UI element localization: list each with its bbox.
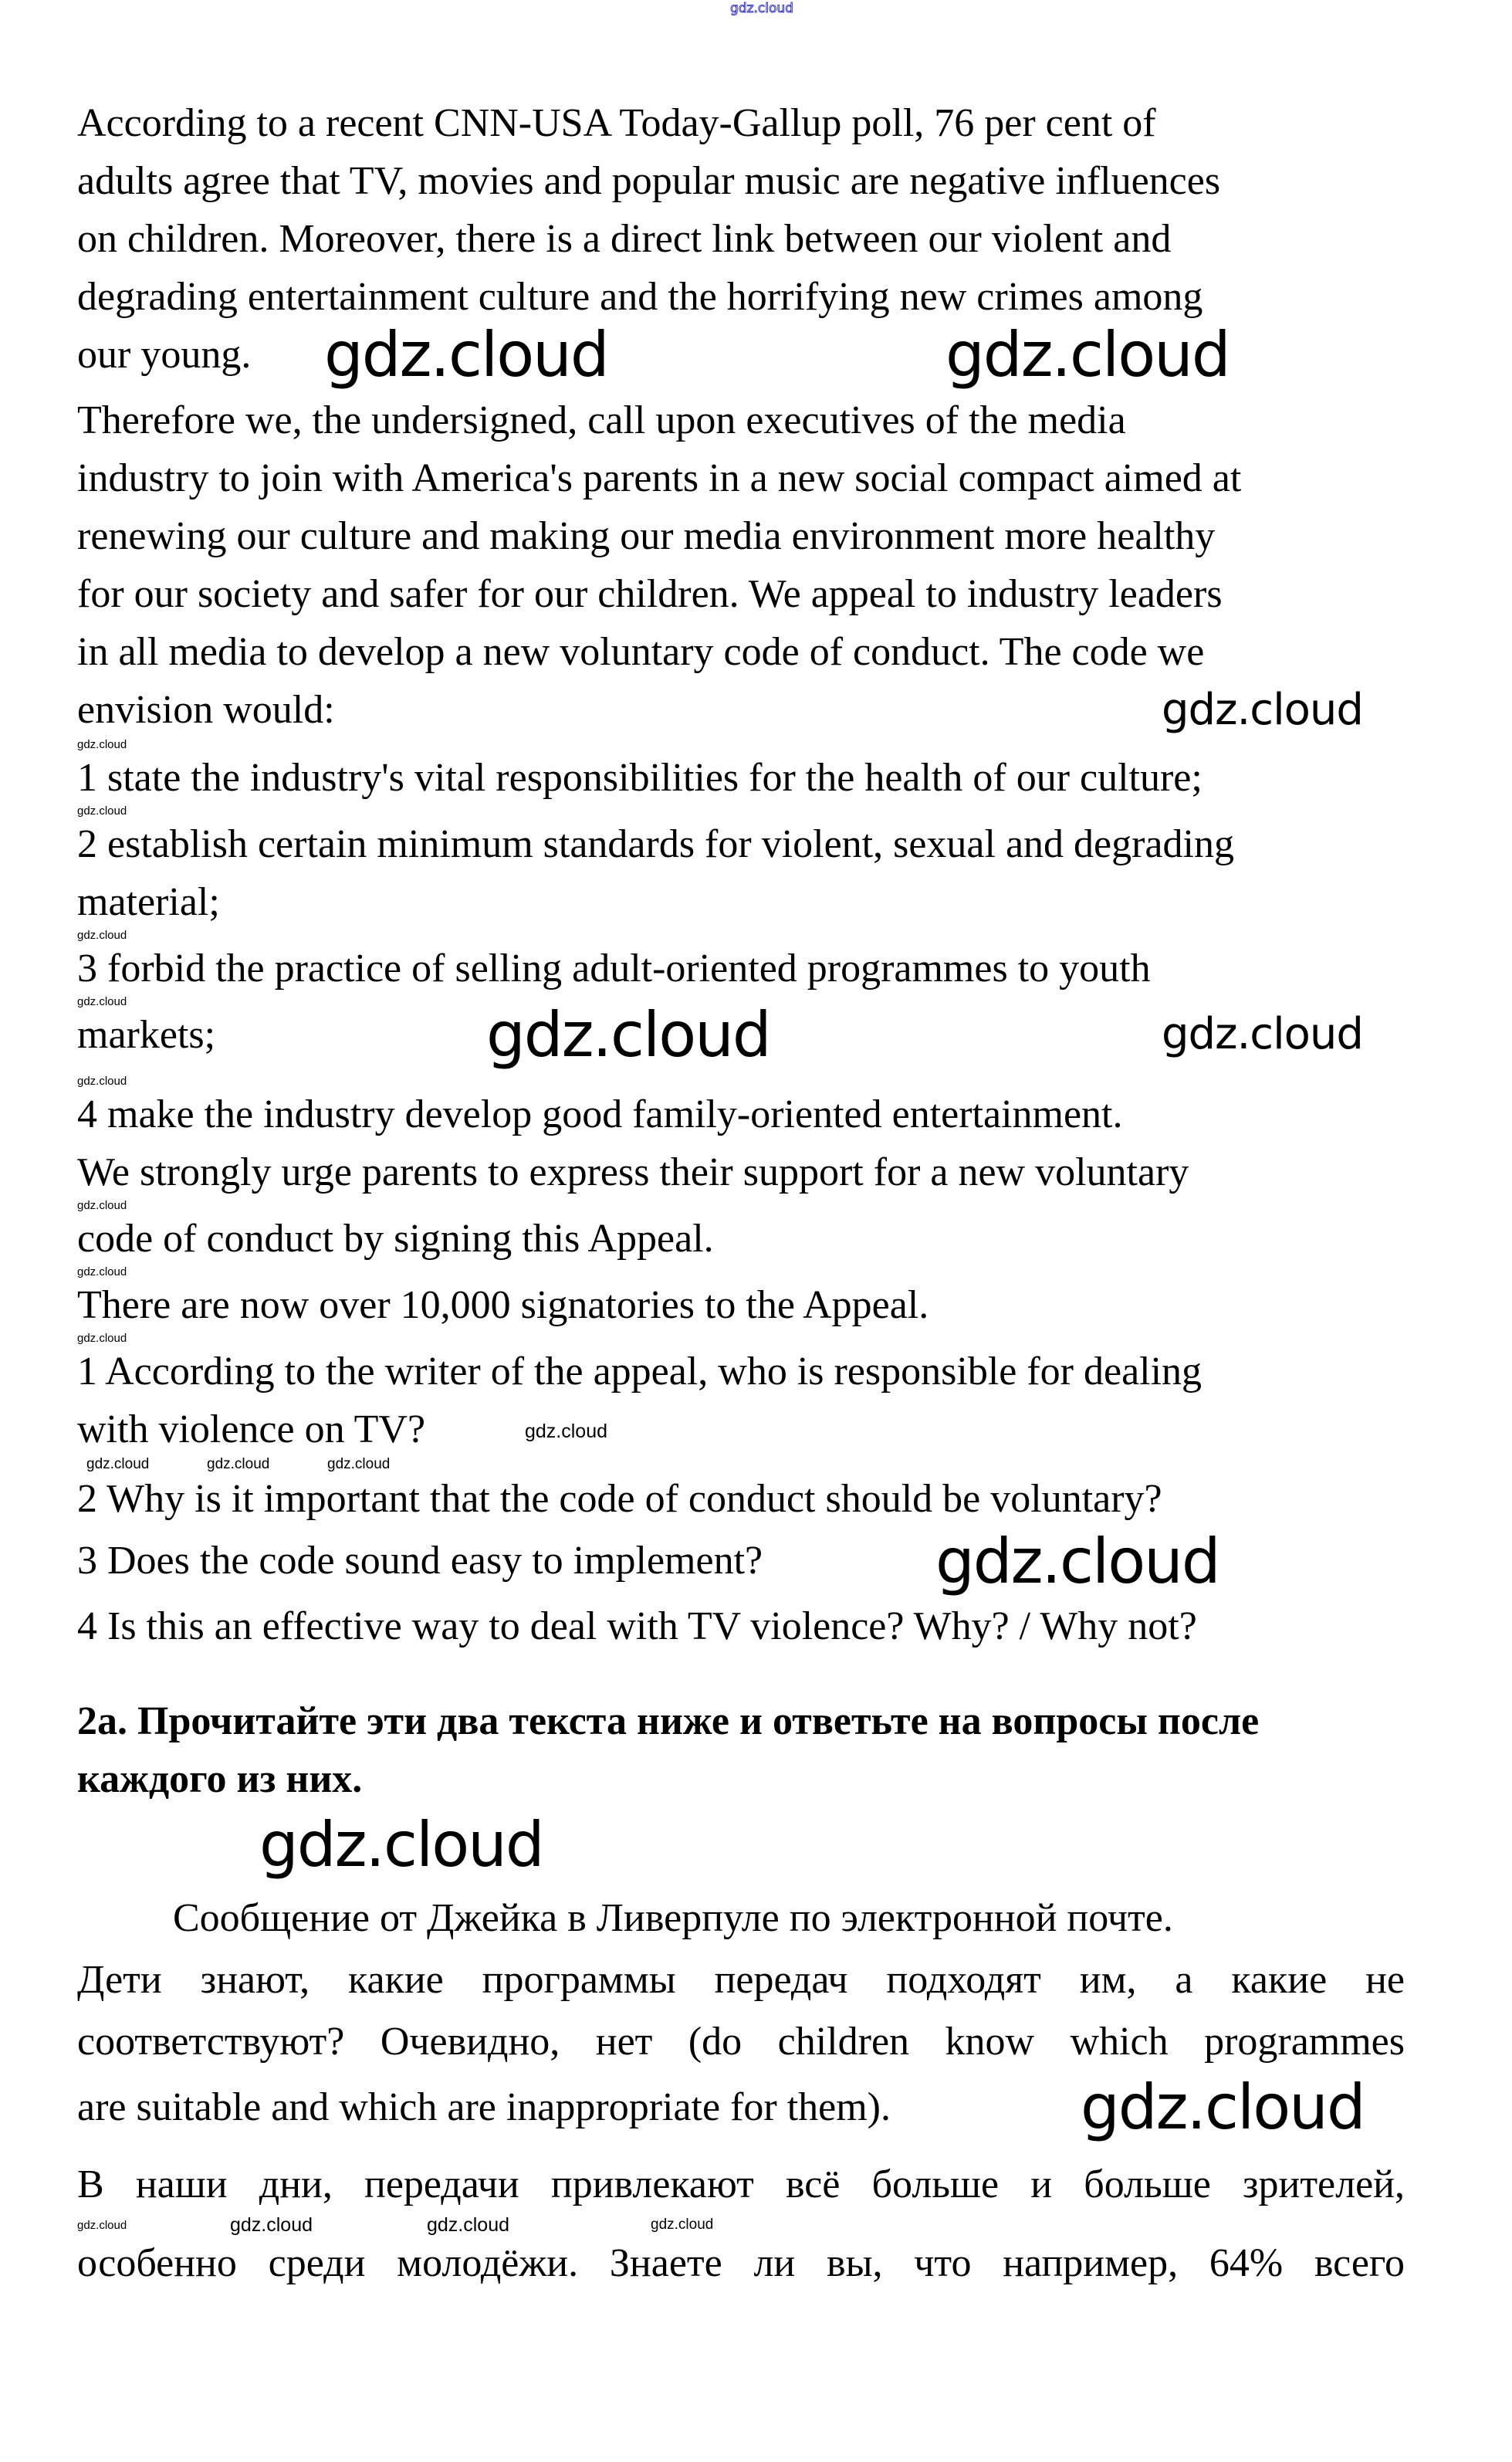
watermark: gdz.cloud <box>86 1456 150 1472</box>
appeal-intro-line: on children. Moreover, there is a direct link between our violent and <box>77 217 1172 261</box>
email-body-text: Дети знают, какие программы передач подходят им, а какие не <box>77 1958 1405 2002</box>
watermark: gdz.cloud <box>259 1809 543 1881</box>
email-body-text: особенно среди молодёжи. Знаете ли вы, что например, 64% всего <box>77 2241 1405 2285</box>
watermark: gdz.cloud <box>77 1075 127 1088</box>
watermark: gdz.cloud <box>324 319 608 391</box>
task-heading: 2a. Прочитайте эти два текста ниже и ответьте на вопросы после <box>77 1699 1260 1743</box>
appeal-call-line: envision would: <box>77 688 335 732</box>
appeal-intro-line: adults agree that TV, movies and popular music are negative influences <box>77 159 1221 203</box>
watermark: gdz.cloud <box>230 2214 313 2236</box>
appeal-call-line: industry to join with America's parents in a new social compact aimed at <box>77 456 1242 500</box>
watermark: gdz.cloud <box>77 2219 127 2232</box>
watermark: gdz.cloud <box>427 2214 510 2236</box>
appeal-call-line: for our society and safer for our children. We appeal to industry leaders <box>77 572 1223 616</box>
watermark: gdz.cloud <box>77 929 127 942</box>
watermark: gdz.cloud <box>1081 2071 1365 2143</box>
watermark: gdz.cloud <box>935 1526 1219 1597</box>
code-item: material; <box>77 880 220 924</box>
watermark: gdz.cloud <box>327 1456 391 1472</box>
email-body-line <box>77 2240 1405 2287</box>
watermark: gdz.cloud <box>207 1456 270 1472</box>
watermark: gdz.cloud <box>1162 685 1363 735</box>
watermark: gdz.cloud <box>77 1332 127 1345</box>
email-body-text: соответствуют? Очевидно, нет (do children know which programmes <box>77 2020 1405 2064</box>
email-body-line <box>77 1957 1405 2003</box>
watermark: gdz.cloud <box>945 319 1230 391</box>
watermark: gdz.cloud <box>77 1199 127 1212</box>
code-item: 4 make the industry develop good family-oriented entertainment. <box>77 1092 1123 1136</box>
watermark: gdz.cloud <box>77 1265 127 1278</box>
code-item: 2 establish certain minimum standards for violent, sexual and degrading <box>77 822 1234 866</box>
code-item: markets; <box>77 1013 216 1057</box>
email-title: Сообщение от Джейка в Ливерпуле по электронной почте. <box>173 1896 1173 1940</box>
email-body-text: В наши дни, передачи привлекают всё больше и больше зрителей, <box>77 2162 1405 2206</box>
email-body-line: are suitable and which are inappropriate for them). <box>77 2085 891 2129</box>
question-line: 1 According to the writer of the appeal, who is responsible for dealing <box>77 1350 1202 1394</box>
question-line: 4 Is this an effective way to deal with TV violence? Why? / Why not? <box>77 1604 1197 1648</box>
appeal-call-line: renewing our culture and making our media environment more healthy <box>77 514 1216 558</box>
question-line: with violence on TV? <box>77 1407 426 1451</box>
email-body-line <box>77 2019 1405 2065</box>
watermark: gdz.cloud <box>525 1421 608 1442</box>
code-item: 1 state the industry's vital responsibilities for the health of our culture; <box>77 756 1202 800</box>
appeal-urge-line: We strongly urge parents to express their support for a new voluntary <box>77 1150 1189 1194</box>
code-item: 3 forbid the practice of selling adult-oriented programmes to youth <box>77 947 1151 991</box>
watermark: gdz.cloud <box>77 995 127 1008</box>
question-line: 2 Why is it important that the code of conduct should be voluntary? <box>77 1477 1162 1521</box>
email-body-line <box>77 2162 1405 2208</box>
watermark-header: gdz.cloud <box>730 1 793 16</box>
watermark: gdz.cloud <box>1162 1009 1363 1059</box>
watermark: gdz.cloud <box>651 2216 714 2233</box>
appeal-intro-line: According to a recent CNN-USA Today-Gallup poll, 76 per cent of <box>77 101 1156 145</box>
watermark: gdz.cloud <box>486 999 770 1071</box>
appeal-urge-line: code of conduct by signing this Appeal. <box>77 1217 714 1261</box>
task-heading: каждого из них. <box>77 1757 363 1801</box>
watermark: gdz.cloud <box>77 804 127 818</box>
appeal-intro-line: degrading entertainment culture and the horrifying new crimes among <box>77 275 1203 319</box>
signatories-line: There are now over 10,000 signatories to the Appeal. <box>77 1283 929 1327</box>
appeal-call-line: Therefore we, the undersigned, call upon executives of the media <box>77 398 1126 442</box>
question-line: 3 Does the code sound easy to implement? <box>77 1539 763 1583</box>
appeal-call-line: in all media to develop a new voluntary code of conduct. The code we <box>77 630 1205 674</box>
appeal-intro-line: our young. <box>77 333 252 377</box>
watermark: gdz.cloud <box>77 738 127 751</box>
